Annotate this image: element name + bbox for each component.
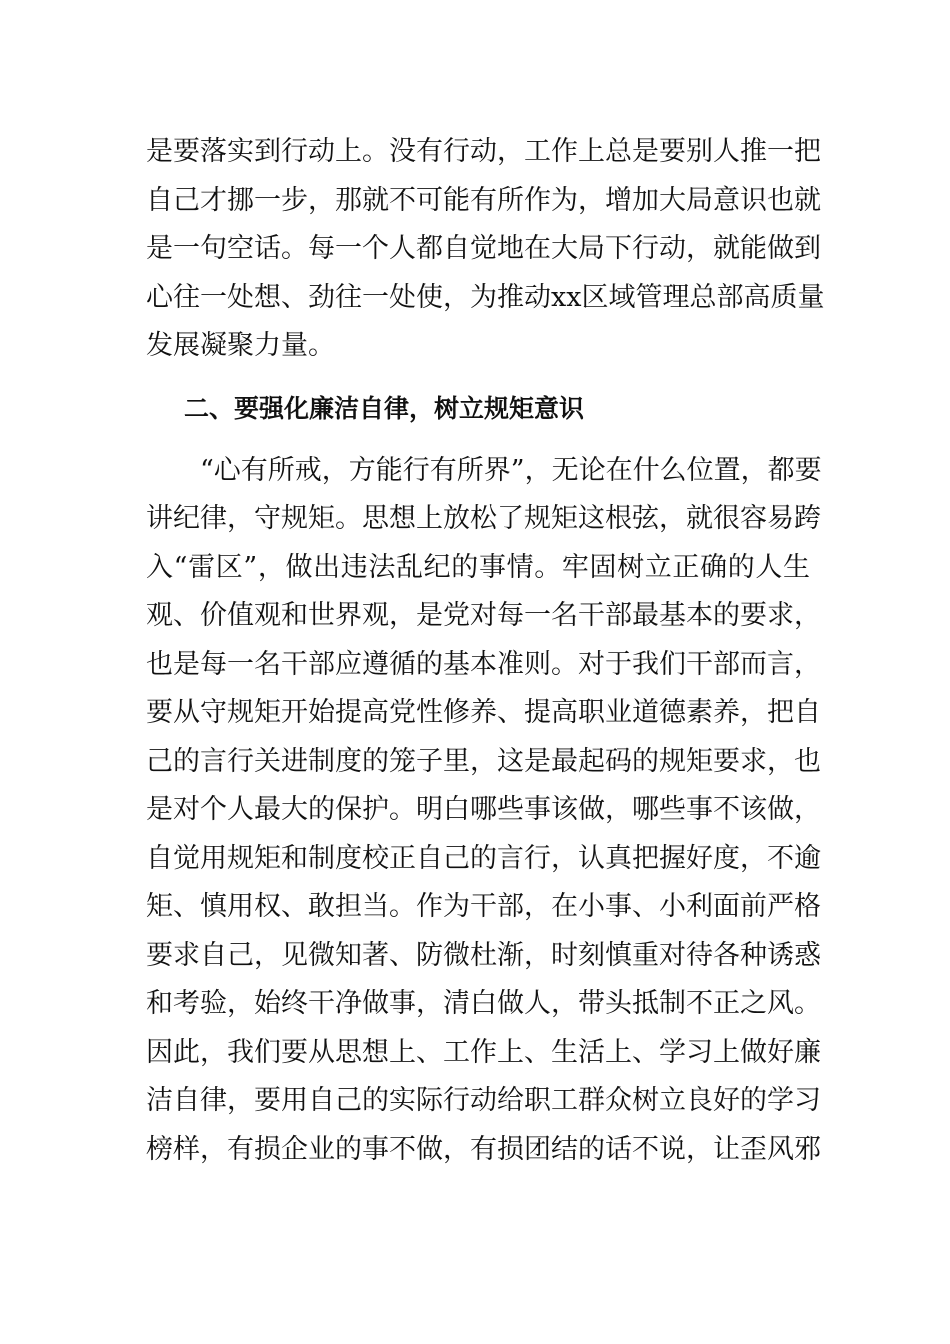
paragraph-line: 自觉用规矩和制度校正自己的言行，认真把握好度，不逾: [146, 842, 821, 874]
paragraph-line: 是要落实到行动上。没有行动，工作上总是要别人推一把: [146, 136, 821, 167]
paragraph-1: [146, 128, 825, 371]
paragraph-line: 要从守规矩开始提高党性修养、提高职业道德素养，把自: [146, 697, 821, 728]
paragraph-line: 要求自己，见微知著、防微杜渐，时刻慎重对待各种诱惑: [146, 939, 821, 971]
paragraph-line: 和考验，始终干净做事，清白做人，带头抵制不正之风。: [146, 988, 821, 1019]
paragraph-line: 洁自律，要用自己的实际行动给职工群众树立良好的学习: [146, 1085, 821, 1116]
paragraph-line: 发展凝聚力量。: [146, 330, 335, 361]
paragraph-line: 是对个人最大的保护。明白哪些事该做，哪些事不该做，: [146, 794, 821, 825]
document-body: [146, 128, 825, 1174]
paragraph-line: 观、价值观和世界观，是党对每一名干部最基本的要求，: [146, 600, 821, 631]
spacer: [146, 371, 810, 385]
paragraph-line: “心有所戒，方能行有所界”，无论在什么位置，都要: [200, 454, 822, 486]
paragraph-line: 因此，我们要从思想上、工作上、生活上、学习上做好廉: [146, 1036, 821, 1068]
section-heading: 二、要强化廉洁自律，树立规矩意识: [184, 393, 585, 423]
paragraph-line: 榜样，有损企业的事不做，有损团结的话不说，让歪风邪: [146, 1133, 821, 1165]
paragraph-line: 入“雷区”，做出违法乱纪的事情。牢固树立正确的人生: [146, 551, 810, 583]
paragraph-line: 讲纪律，守规矩。思想上放松了规矩这根弦，就很容易跨: [146, 503, 821, 534]
paragraph-line: 是一句空话。每一个人都自觉地在大局下行动，就能做到: [146, 233, 821, 264]
paragraph-2: [146, 447, 822, 1175]
section-heading-block: [146, 385, 810, 447]
paragraph-line: 也是每一名干部应遵循的基本准则。对于我们干部而言，: [146, 648, 821, 680]
paragraph-line: 矩、慎用权、敢担当。作为干部，在小事、小利面前严格: [146, 891, 821, 922]
paragraph-line: 心往一处想、劲往一处使，为推动xx区域管理总部高质量: [146, 281, 825, 313]
paragraph-line: 自己才挪一步，那就不可能有所作为，增加大局意识也就: [146, 184, 821, 216]
paragraph-line: 己的言行关进制度的笼子里，这是最起码的规矩要求，也: [146, 745, 821, 777]
